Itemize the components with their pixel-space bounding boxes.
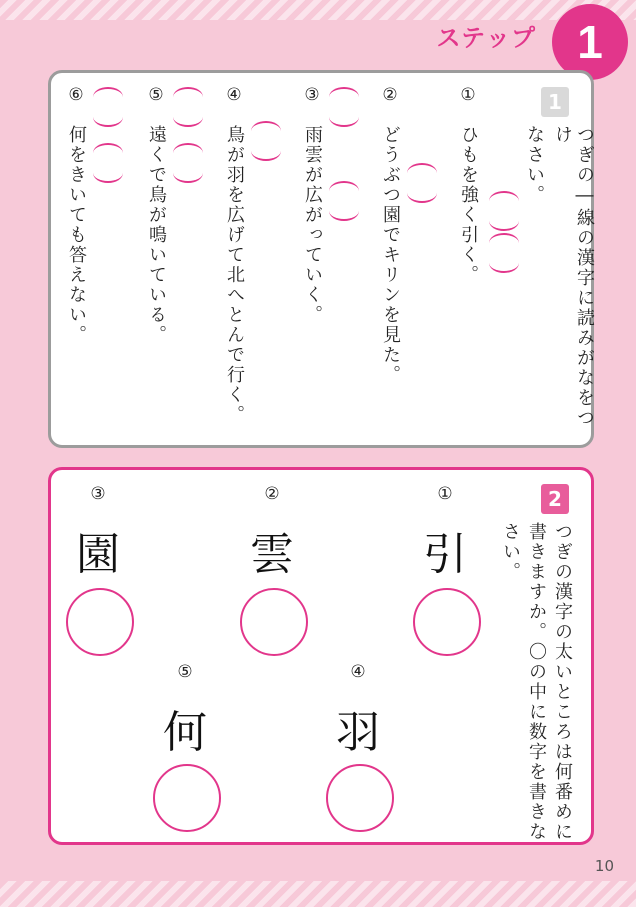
question-1-badge: 1: [541, 87, 569, 117]
q2-item-5-answer-circle[interactable]: [153, 764, 221, 832]
q1-instruction-line-2: なさい。: [524, 125, 545, 205]
q2-item-4-number: ④: [350, 662, 366, 682]
question-2-badge: 2: [541, 484, 569, 514]
q1-item-6-number: ⑥: [68, 85, 84, 105]
q1-item-1-number: ①: [460, 85, 476, 105]
bottom-stripe: [0, 881, 636, 907]
step-title: ステップ: [436, 24, 536, 52]
q2-item-2-answer-circle[interactable]: [240, 588, 308, 656]
q1-item-5-answer-b[interactable]: [173, 143, 203, 183]
q1-item-3-answer[interactable]: [329, 87, 359, 127]
q1-item-1-answer[interactable]: [489, 191, 519, 231]
q1-item-1-text: ひもを強く引く。: [458, 125, 479, 285]
q1-item-3-number: ③: [304, 85, 320, 105]
q2-item-4-answer-circle[interactable]: [326, 764, 394, 832]
q1-item-1-answer-b[interactable]: [489, 233, 519, 273]
page-number: 10: [594, 857, 614, 875]
q1-item-5-text: 遠くで鳥が鳴いている。: [146, 125, 167, 345]
q2-instruction-line-3: さい。: [500, 522, 521, 582]
q1-item-3-answer-b[interactable]: [329, 181, 359, 221]
q2-item-5-number: ⑤: [177, 662, 193, 682]
question-1-card: [48, 70, 594, 448]
q1-item-5-number: ⑤: [148, 85, 164, 105]
q1-item-2-text: どうぶつ園でキリンを見た。: [380, 125, 401, 385]
q2-item-5-kanji: 何: [163, 707, 207, 758]
q2-instruction-line-2: 書きますか。〇の中に数字を書きな: [526, 522, 547, 842]
q2-item-2-number: ②: [264, 484, 280, 504]
q2-item-3-number: ③: [90, 484, 106, 504]
q2-instruction-line-1: つぎの漢字の太いところは何番めに: [552, 522, 573, 842]
step-number-badge: 1: [552, 4, 628, 80]
top-stripe: [0, 0, 636, 20]
q2-item-3-kanji: 園: [76, 529, 120, 580]
q2-item-2-kanji: 雲: [250, 529, 294, 580]
q1-instruction-line-1: つぎの―線の漢字に読みがなをつけ: [552, 125, 595, 428]
q2-item-1-answer-circle[interactable]: [413, 588, 481, 656]
q1-item-6-answer[interactable]: [93, 87, 123, 127]
q1-item-2-answer[interactable]: [407, 163, 437, 203]
q1-item-6-answer-b[interactable]: [93, 143, 123, 183]
q2-item-3-answer-circle[interactable]: [66, 588, 134, 656]
q1-item-5-answer[interactable]: [173, 87, 203, 127]
q1-item-6-text: 何をきいても答えない。: [66, 125, 87, 345]
q2-item-1-kanji: 引: [423, 529, 467, 580]
q2-item-1-number: ①: [437, 484, 453, 504]
q2-item-4-kanji: 羽: [336, 707, 380, 758]
q1-item-4-answer[interactable]: [251, 121, 281, 161]
q1-item-2-number: ②: [382, 85, 398, 105]
q1-item-3-text: 雨雲が広がっていく。: [302, 125, 323, 325]
q1-item-4-number: ④: [226, 85, 242, 105]
question-2-card: [48, 467, 594, 845]
q1-item-4-text: 鳥が羽を広げて北へとんで行く。: [224, 125, 245, 425]
